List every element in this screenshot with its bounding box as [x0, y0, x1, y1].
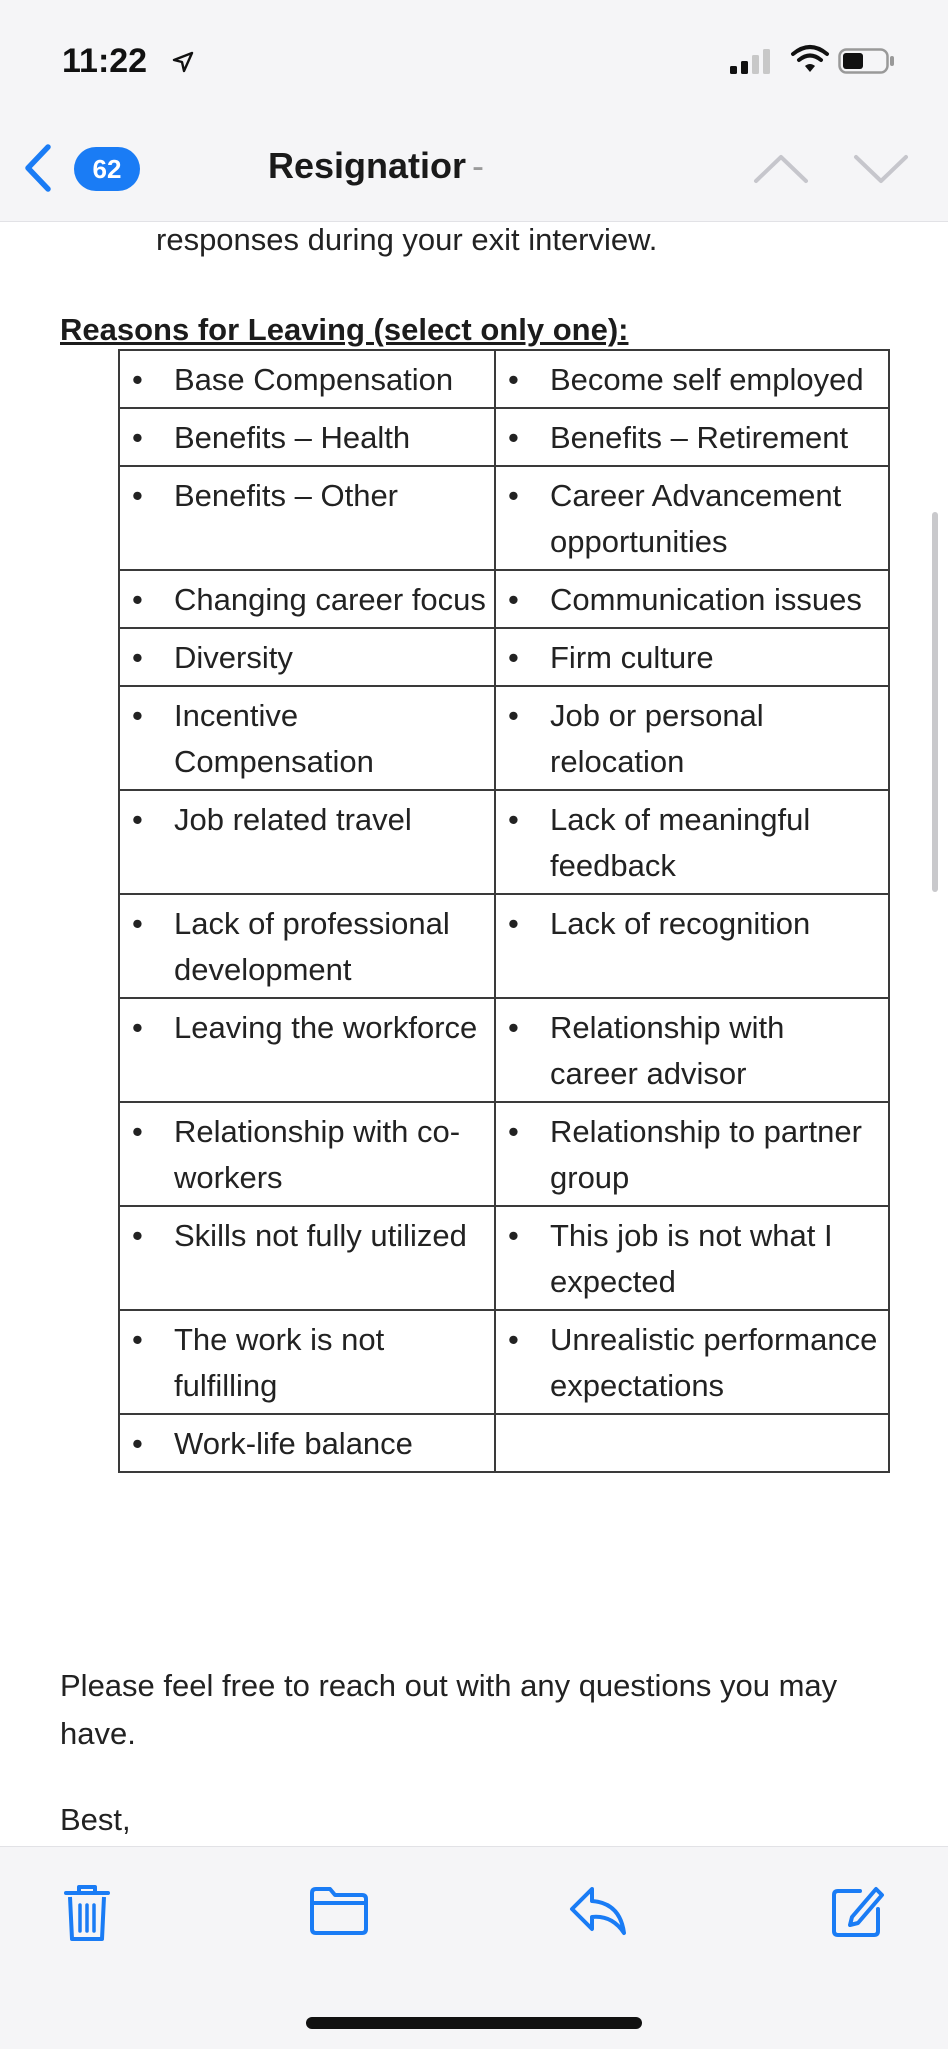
bullet-glyph: •	[132, 582, 143, 617]
trash-icon[interactable]	[62, 1883, 112, 1943]
reasons-table-row	[119, 1206, 889, 1310]
mail-nav-bar	[0, 125, 948, 222]
reason-cell	[119, 1206, 495, 1310]
scroll-indicator[interactable]	[932, 512, 938, 892]
reasons-table-row	[119, 1414, 889, 1472]
reasons-table-row	[119, 1102, 889, 1206]
reason-text: Work-life balance	[174, 1426, 413, 1461]
reason-text: This job is not what I expected	[550, 1218, 833, 1299]
reason-cell	[119, 686, 495, 790]
reason-cell	[495, 790, 889, 894]
unread-count-badge[interactable]: 62	[74, 147, 140, 191]
reason-item	[508, 797, 880, 889]
reason-text: Communication issues	[550, 582, 862, 617]
reason-text: Skills not fully utilized	[174, 1218, 467, 1253]
reason-item	[508, 357, 880, 403]
reasons-table-row	[119, 894, 889, 998]
reason-item	[508, 1109, 880, 1201]
reasons-table-row	[119, 998, 889, 1102]
reason-text: Incentive Compensation	[174, 698, 374, 779]
reason-cell	[119, 998, 495, 1102]
reason-cell	[119, 350, 495, 408]
reasons-table-row	[119, 1310, 889, 1414]
reason-item	[508, 693, 880, 785]
reason-item	[132, 357, 486, 403]
reason-cell	[495, 628, 889, 686]
reason-item	[132, 473, 486, 519]
bullet-glyph: •	[508, 1114, 519, 1149]
reason-item	[132, 1421, 486, 1467]
reason-text: Lack of professional development	[174, 906, 450, 987]
reason-text: Lack of meaningful feedback	[550, 802, 811, 883]
status-time: 11:22	[62, 42, 148, 80]
reasons-table	[118, 349, 890, 1473]
reason-text: Benefits – Health	[174, 420, 411, 455]
reason-text: Relationship with co-workers	[174, 1114, 461, 1195]
reason-text: Relationship to partner group	[550, 1114, 862, 1195]
reason-cell	[119, 1310, 495, 1414]
reason-text: Become self employed	[550, 362, 864, 397]
reason-item	[508, 1213, 880, 1305]
reason-item	[132, 415, 486, 461]
reasons-heading: Reasons for Leaving (select only one):	[60, 312, 629, 347]
reason-item	[132, 693, 486, 785]
bullet-glyph: •	[132, 420, 143, 455]
reason-text: Job or personal relocation	[550, 698, 764, 779]
reason-cell	[495, 1206, 889, 1310]
reason-text: Career Advancement opportunities	[550, 478, 842, 559]
reason-cell	[119, 894, 495, 998]
signoff-text: Best,	[60, 1802, 131, 1837]
reason-cell	[495, 1310, 889, 1414]
bullet-glyph: •	[132, 1010, 143, 1045]
status-bar	[0, 0, 948, 125]
reason-text: Benefits – Retirement	[550, 420, 849, 455]
reason-text: Changing career focus	[174, 582, 486, 617]
reason-text: Lack of recognition	[550, 906, 811, 941]
bullet-glyph: •	[132, 698, 143, 733]
reason-cell	[495, 350, 889, 408]
reason-cell	[119, 408, 495, 466]
bullet-glyph: •	[132, 1114, 143, 1149]
reason-item	[132, 1005, 486, 1051]
reason-text: Relationship with career advisor	[550, 1010, 785, 1091]
bullet-glyph: •	[508, 906, 519, 941]
reason-cell	[495, 1414, 889, 1472]
reason-text: Unrealistic performance expectations	[550, 1322, 878, 1403]
reasons-table-row	[119, 466, 889, 570]
bullet-glyph: •	[508, 802, 519, 837]
wifi-icon	[790, 44, 830, 74]
reason-text: Leaving the workforce	[174, 1010, 478, 1045]
location-arrow-icon	[172, 51, 194, 73]
reason-cell	[119, 570, 495, 628]
reason-cell	[119, 628, 495, 686]
closing-text: Please feel free to reach out with any questions you may have.	[60, 1668, 838, 1751]
bullet-glyph: •	[132, 478, 143, 513]
bullet-glyph: •	[508, 1322, 519, 1357]
folder-icon[interactable]	[308, 1883, 370, 1939]
reason-item	[132, 797, 486, 843]
reason-text: Benefits – Other	[174, 478, 399, 513]
reason-cell	[495, 894, 889, 998]
reason-item	[508, 901, 880, 947]
reason-cell	[495, 466, 889, 570]
reason-item	[132, 635, 486, 681]
reasons-table-row	[119, 790, 889, 894]
mail-toolbar	[0, 1846, 948, 2049]
reason-cell	[495, 686, 889, 790]
reason-cell	[119, 1102, 495, 1206]
bullet-glyph: •	[508, 582, 519, 617]
reason-item	[132, 1317, 486, 1409]
intro-text: responses during your exit interview.	[156, 222, 658, 257]
reasons-table-row	[119, 570, 889, 628]
reason-item	[132, 1213, 486, 1259]
home-indicator[interactable]	[306, 2017, 642, 2029]
reason-item	[132, 901, 486, 993]
reason-text: Firm culture	[550, 640, 714, 675]
cellular-signal-icon	[730, 48, 774, 74]
bullet-glyph: •	[132, 802, 143, 837]
back-chevron-icon[interactable]	[20, 143, 56, 193]
reply-icon[interactable]	[568, 1883, 628, 1939]
bullet-glyph: •	[508, 362, 519, 397]
bullet-glyph: •	[132, 640, 143, 675]
bullet-glyph: •	[508, 640, 519, 675]
reason-item	[132, 577, 486, 623]
reasons-table-row	[119, 408, 889, 466]
bullet-glyph: •	[508, 1010, 519, 1045]
reasons-table-row	[119, 686, 889, 790]
reason-cell	[119, 790, 495, 894]
reason-item	[508, 577, 880, 623]
reason-cell	[119, 466, 495, 570]
message-title-text: Resignatior	[268, 145, 467, 186]
reason-cell	[495, 570, 889, 628]
bullet-glyph: •	[508, 478, 519, 513]
bullet-glyph: •	[508, 1218, 519, 1253]
reason-cell	[119, 1414, 495, 1472]
chevron-up-icon[interactable]	[752, 151, 810, 187]
bullet-glyph: •	[132, 362, 143, 397]
reasons-table-row	[119, 350, 889, 408]
bullet-glyph: •	[508, 698, 519, 733]
reason-item	[508, 1005, 880, 1097]
reason-item	[508, 635, 880, 681]
bullet-glyph: •	[508, 420, 519, 455]
bullet-glyph: •	[132, 1322, 143, 1357]
reason-text: Base Compensation	[174, 362, 454, 397]
message-title	[268, 145, 484, 187]
reasons-table-row	[119, 628, 889, 686]
reason-item	[508, 473, 880, 565]
reason-item	[508, 1317, 880, 1409]
bullet-glyph: •	[132, 1218, 143, 1253]
reason-cell	[495, 408, 889, 466]
battery-icon	[838, 48, 896, 74]
reason-cell	[495, 1102, 889, 1206]
reason-item	[132, 1109, 486, 1201]
reason-text: The work is not fulfilling	[174, 1322, 385, 1403]
compose-icon[interactable]	[828, 1883, 886, 1941]
bullet-glyph: •	[132, 906, 143, 941]
reason-text: Diversity	[174, 640, 293, 675]
bullet-glyph: •	[132, 1426, 143, 1461]
message-title-suffix: -	[472, 145, 485, 186]
reason-item	[508, 415, 880, 461]
reason-cell	[495, 998, 889, 1102]
chevron-down-icon[interactable]	[852, 151, 910, 187]
reason-text: Job related travel	[174, 802, 412, 837]
